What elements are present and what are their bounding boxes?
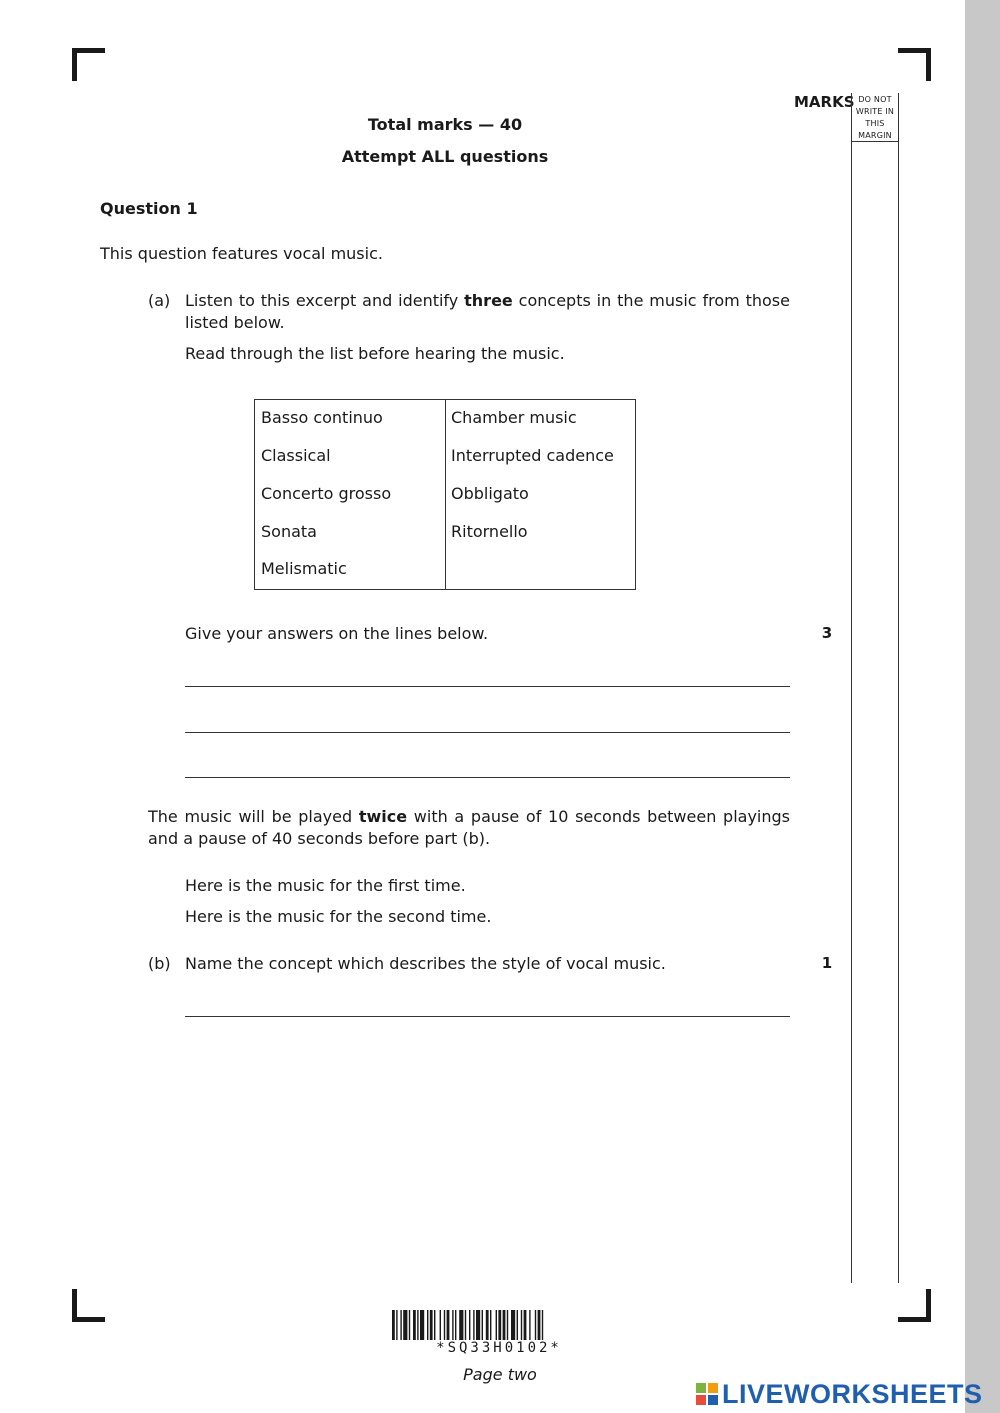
answer-line-b[interactable] (185, 1016, 790, 1017)
barcode-bar (482, 1310, 483, 1340)
liveworksheets-watermark (696, 1378, 983, 1410)
concept-item: Obbligato (451, 484, 529, 503)
barcode-bar (524, 1310, 527, 1340)
barcode-bar (490, 1310, 491, 1340)
barcode-bar (444, 1310, 445, 1340)
attempt-instruction: Attempt ALL questions (341, 147, 549, 166)
barcode-bar (511, 1310, 515, 1340)
barcode-bar (417, 1310, 418, 1340)
concept-table (254, 399, 636, 590)
crop-mark-top-left (72, 48, 105, 81)
read-list-note: Read through the list before hearing the music. (185, 344, 565, 363)
margin-divider (851, 141, 899, 142)
concept-item: Sonata (261, 522, 317, 541)
barcode-bar (498, 1310, 501, 1340)
concept-item: Chamber music (451, 408, 577, 427)
barcode-bar (529, 1310, 530, 1340)
right-scroll-strip (965, 0, 1000, 1413)
barcode-bar (392, 1310, 395, 1340)
barcode-bar (427, 1310, 428, 1340)
liveworksheets-brand: LIVEWORKSHEETS (722, 1378, 983, 1409)
barcode-bar (535, 1310, 536, 1340)
barcode-bar (447, 1310, 450, 1340)
concept-item: Melismatic (261, 559, 347, 578)
barcode-bar (517, 1310, 518, 1340)
barcode-bar (430, 1310, 433, 1340)
barcode-bar (440, 1310, 441, 1340)
part-a-label: (a) (148, 291, 171, 310)
barcode-bar (465, 1310, 466, 1340)
answer-line-2[interactable] (185, 732, 790, 733)
concept-item: Classical (261, 446, 331, 465)
answer-prompt: Give your answers on the lines below. (185, 624, 489, 643)
barcode-bar (538, 1310, 541, 1340)
part-a-marks: 3 (821, 624, 833, 642)
barcode-bar (473, 1310, 474, 1340)
barcode-bar (486, 1310, 489, 1340)
barcode-bar (455, 1310, 456, 1340)
barcode-bar (452, 1310, 453, 1340)
liveworksheets-logo-icon (696, 1383, 718, 1405)
barcode-bar (507, 1310, 508, 1340)
crop-mark-top-right (898, 48, 931, 81)
total-marks: Total marks — 40 (367, 115, 523, 134)
concept-item: Basso continuo (261, 408, 383, 427)
page-number: Page two (463, 1365, 537, 1384)
barcode-bar (409, 1310, 410, 1340)
barcode-bar (459, 1310, 463, 1340)
barcode-bar (503, 1310, 506, 1340)
question-title: Question 1 (100, 199, 198, 218)
margin-column (851, 93, 899, 1283)
barcode-bar (403, 1310, 407, 1340)
first-playing-note: Here is the music for the first time. (185, 876, 466, 895)
concept-item: Concerto grosso (261, 484, 392, 503)
question-intro: This question features vocal music. (100, 244, 383, 263)
crop-mark-bottom-right (898, 1289, 931, 1322)
margin-note: DO NOT WRITE IN THIS MARGIN (855, 95, 895, 140)
marks-column-label: MARKS (794, 93, 855, 111)
crop-mark-bottom-left (72, 1289, 105, 1322)
answer-line-3[interactable] (185, 777, 790, 778)
barcode-bar (469, 1310, 470, 1340)
barcode-graphic (392, 1310, 606, 1340)
part-b-instruction: Name the concept which describes the style of vocal music. (185, 954, 666, 973)
part-b-marks: 1 (821, 954, 833, 972)
barcode-bar (396, 1310, 397, 1340)
barcode-bar (420, 1310, 424, 1340)
barcode-bar (400, 1310, 401, 1340)
barcode-bar (434, 1310, 435, 1340)
answer-line-1[interactable] (185, 686, 790, 687)
part-a-instruction: Listen to this excerpt and identify three concepts in the music from those listed below. (185, 291, 790, 332)
playback-instruction: The music will be played twice with a pause of 10 seconds between playings and a pause of 40 seconds before part (b). (148, 807, 790, 848)
concept-column-left (255, 400, 446, 589)
barcode-bar (542, 1310, 543, 1340)
part-b-label: (b) (148, 954, 171, 973)
second-playing-note: Here is the music for the second time. (185, 907, 492, 926)
barcode-bar (476, 1310, 480, 1340)
barcode-bar (521, 1310, 522, 1340)
barcode-text: *SQ33H0102* (436, 1340, 562, 1356)
concept-item: Ritornello (451, 522, 528, 541)
barcode-bar (496, 1310, 497, 1340)
barcode-bar (413, 1310, 416, 1340)
concept-item: Interrupted cadence (451, 446, 614, 465)
